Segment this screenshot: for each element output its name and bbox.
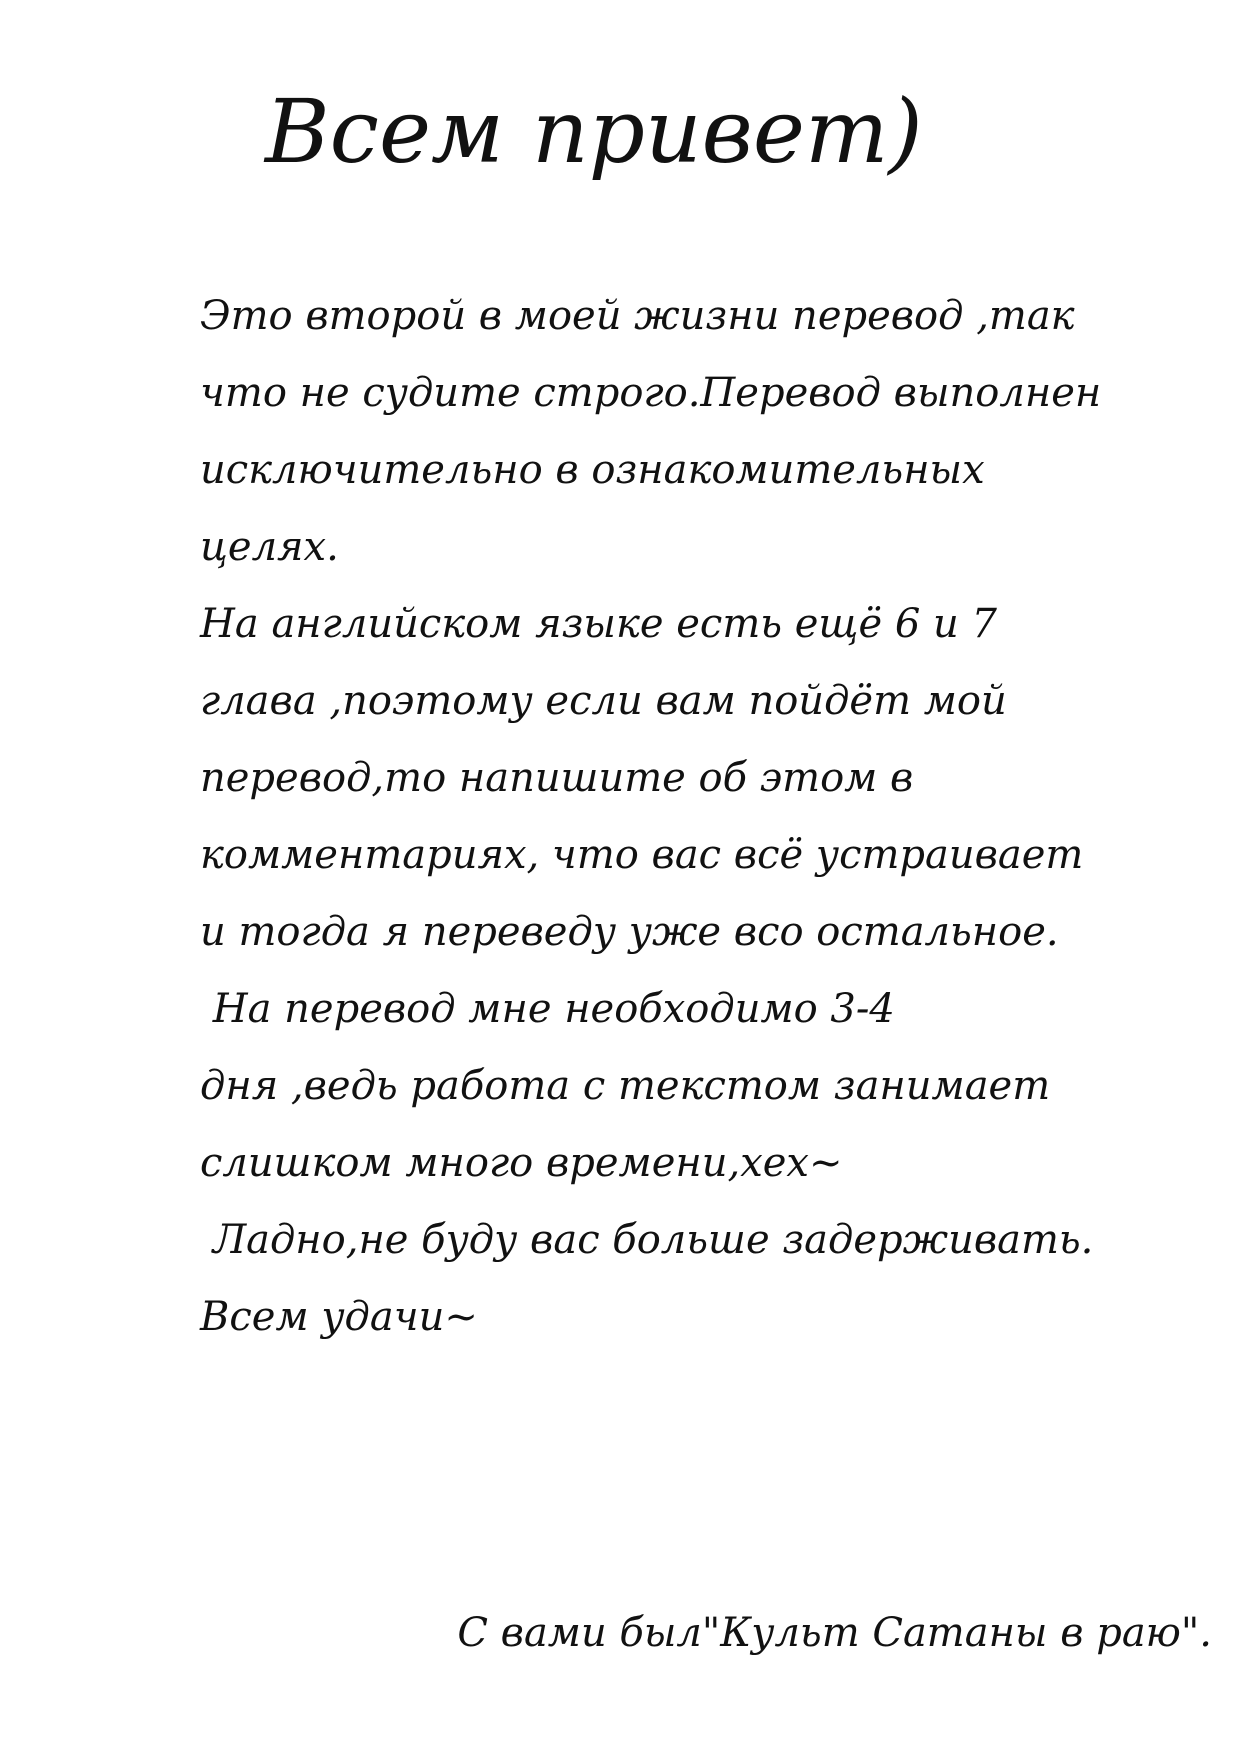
body-text xyxy=(200,278,1160,1356)
body-line: дня ,ведь работа с текстом занимает xyxy=(200,1063,1051,1109)
body-line: На перевод мне необходимо 3-4 xyxy=(200,986,895,1032)
body-line: Всем удачи~ xyxy=(200,1294,478,1340)
body-line: что не судите строго.Перевод выполнен xyxy=(200,370,1102,416)
body-line: Ладно,не буду вас больше задерживать. xyxy=(200,1217,1094,1263)
body-line: Это второй в моей жизни перевод ,так xyxy=(200,293,1075,339)
body-line: целях. xyxy=(200,524,339,570)
body-line: и тогда я переведу уже всо остальное. xyxy=(200,909,1059,955)
signature: С вами был"Культ Сатаны в раю". xyxy=(457,1610,1212,1656)
page-title: Всем привет) xyxy=(265,80,923,183)
body-line: На английском языке есть ещё 6 и 7 xyxy=(200,601,997,647)
body-line: слишком много времени,хех~ xyxy=(200,1140,843,1186)
body-line: глава ,поэтому если вам пойдёт мой xyxy=(200,678,1007,724)
body-line: комментариях, что вас всё устраивает xyxy=(200,832,1084,878)
body-line: исключительно в ознакомительных xyxy=(200,447,985,493)
body-line: перевод,то напишите об этом в xyxy=(200,755,914,801)
